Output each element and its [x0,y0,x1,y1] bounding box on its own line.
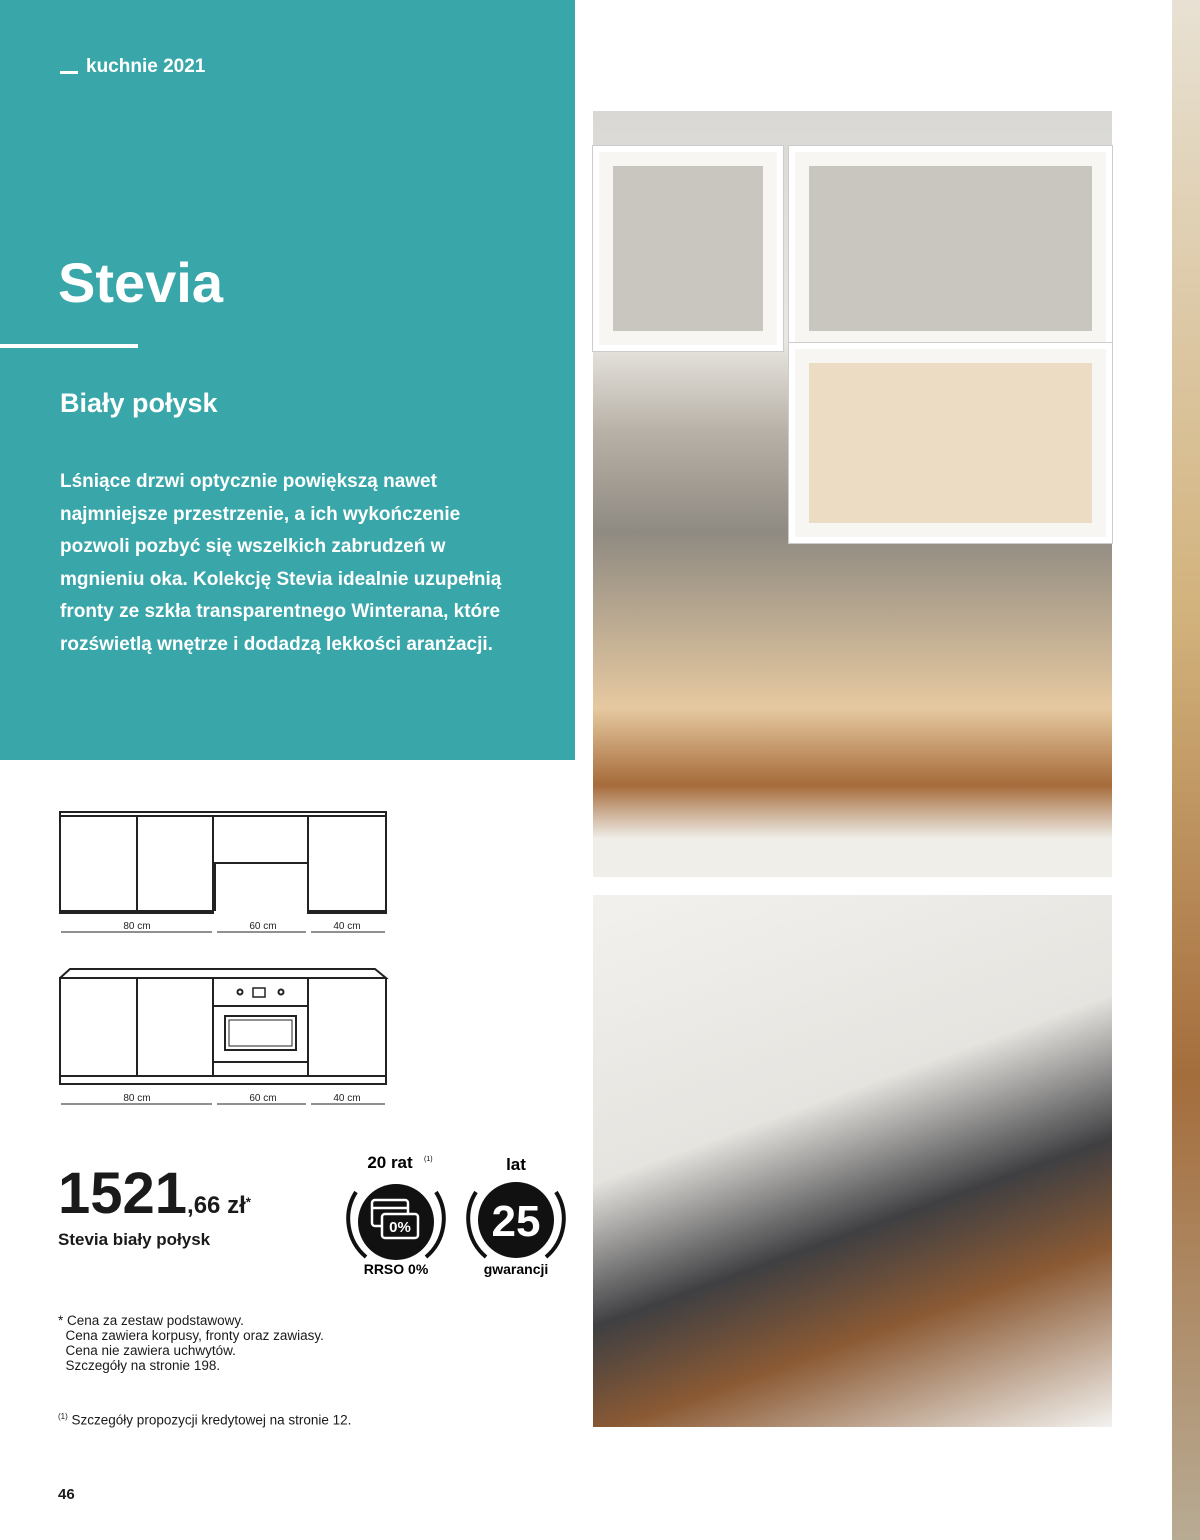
credit-note-text: Szczegóły propozycji kredytowej na stronie 12. [67,1412,352,1428]
badge-footnote-mark: (1) [424,1156,433,1163]
dimension-label: 60 cm [249,921,277,932]
price [58,1160,251,1227]
price-integer: 1521 [58,1161,188,1226]
credit-note-mark: (1) [58,1412,68,1421]
drawer-photo [593,895,1112,1427]
page-title: Stevia [58,251,223,314]
warranty-badge [456,1152,576,1277]
product-description: Lśniące drzwi optycznie powiększą nawet najmniejsze przestrzenie, a ich wykończenie pozwoli pozbyć się wszelkich zabrudzeń w mgnieniu oka. Kolekcję Stevia idealnie uzupełnią fronty ze szkła transparentnego Winterana, które rozświetlą wnętrze i dodadzą lekkości aranżacji. [60,471,502,655]
dimension-label: 80 cm [123,921,151,932]
lower-cabinets-diagram [55,964,395,1114]
credit-note [58,1412,351,1428]
badge-warranty-years: 25 [491,1197,541,1246]
adjacent-page-photo-edge [1172,0,1200,1540]
price-notes: * Cena za zestaw podstawowy. Cena zawiera korpusy, fronty oraz zawiasy. Cena nie zawiera uchwytów. Szczegóły na stronie 198. [58,1313,324,1373]
badge-percent: 0% [389,1219,411,1236]
header-panel [0,0,575,760]
kitchen-photo [593,111,1112,877]
upper-cabinets-diagram [55,808,395,938]
product-finish: Biały połysk [60,388,218,418]
price-footnote-mark: * [245,1194,251,1210]
dimension-label: 80 cm [123,1093,151,1104]
dimension-label: 40 cm [333,921,361,932]
price-decimal: ,66 zł [187,1192,246,1219]
badge-rrso: RRSO 0% [363,1261,429,1277]
page-number: 46 [58,1486,75,1503]
badge-warranty-bottom: gwarancji [483,1261,549,1277]
installments-badge [336,1152,456,1277]
section-label: kuchnie 2021 [60,56,205,78]
dimension-label: 60 cm [249,1093,277,1104]
dimension-label: 40 cm [333,1093,361,1104]
badge-installments-top: 20 rat [367,1153,413,1172]
price-product-name: Stevia biały połysk [58,1230,211,1249]
divider [0,344,138,348]
badge-warranty-top: lat [506,1155,526,1174]
